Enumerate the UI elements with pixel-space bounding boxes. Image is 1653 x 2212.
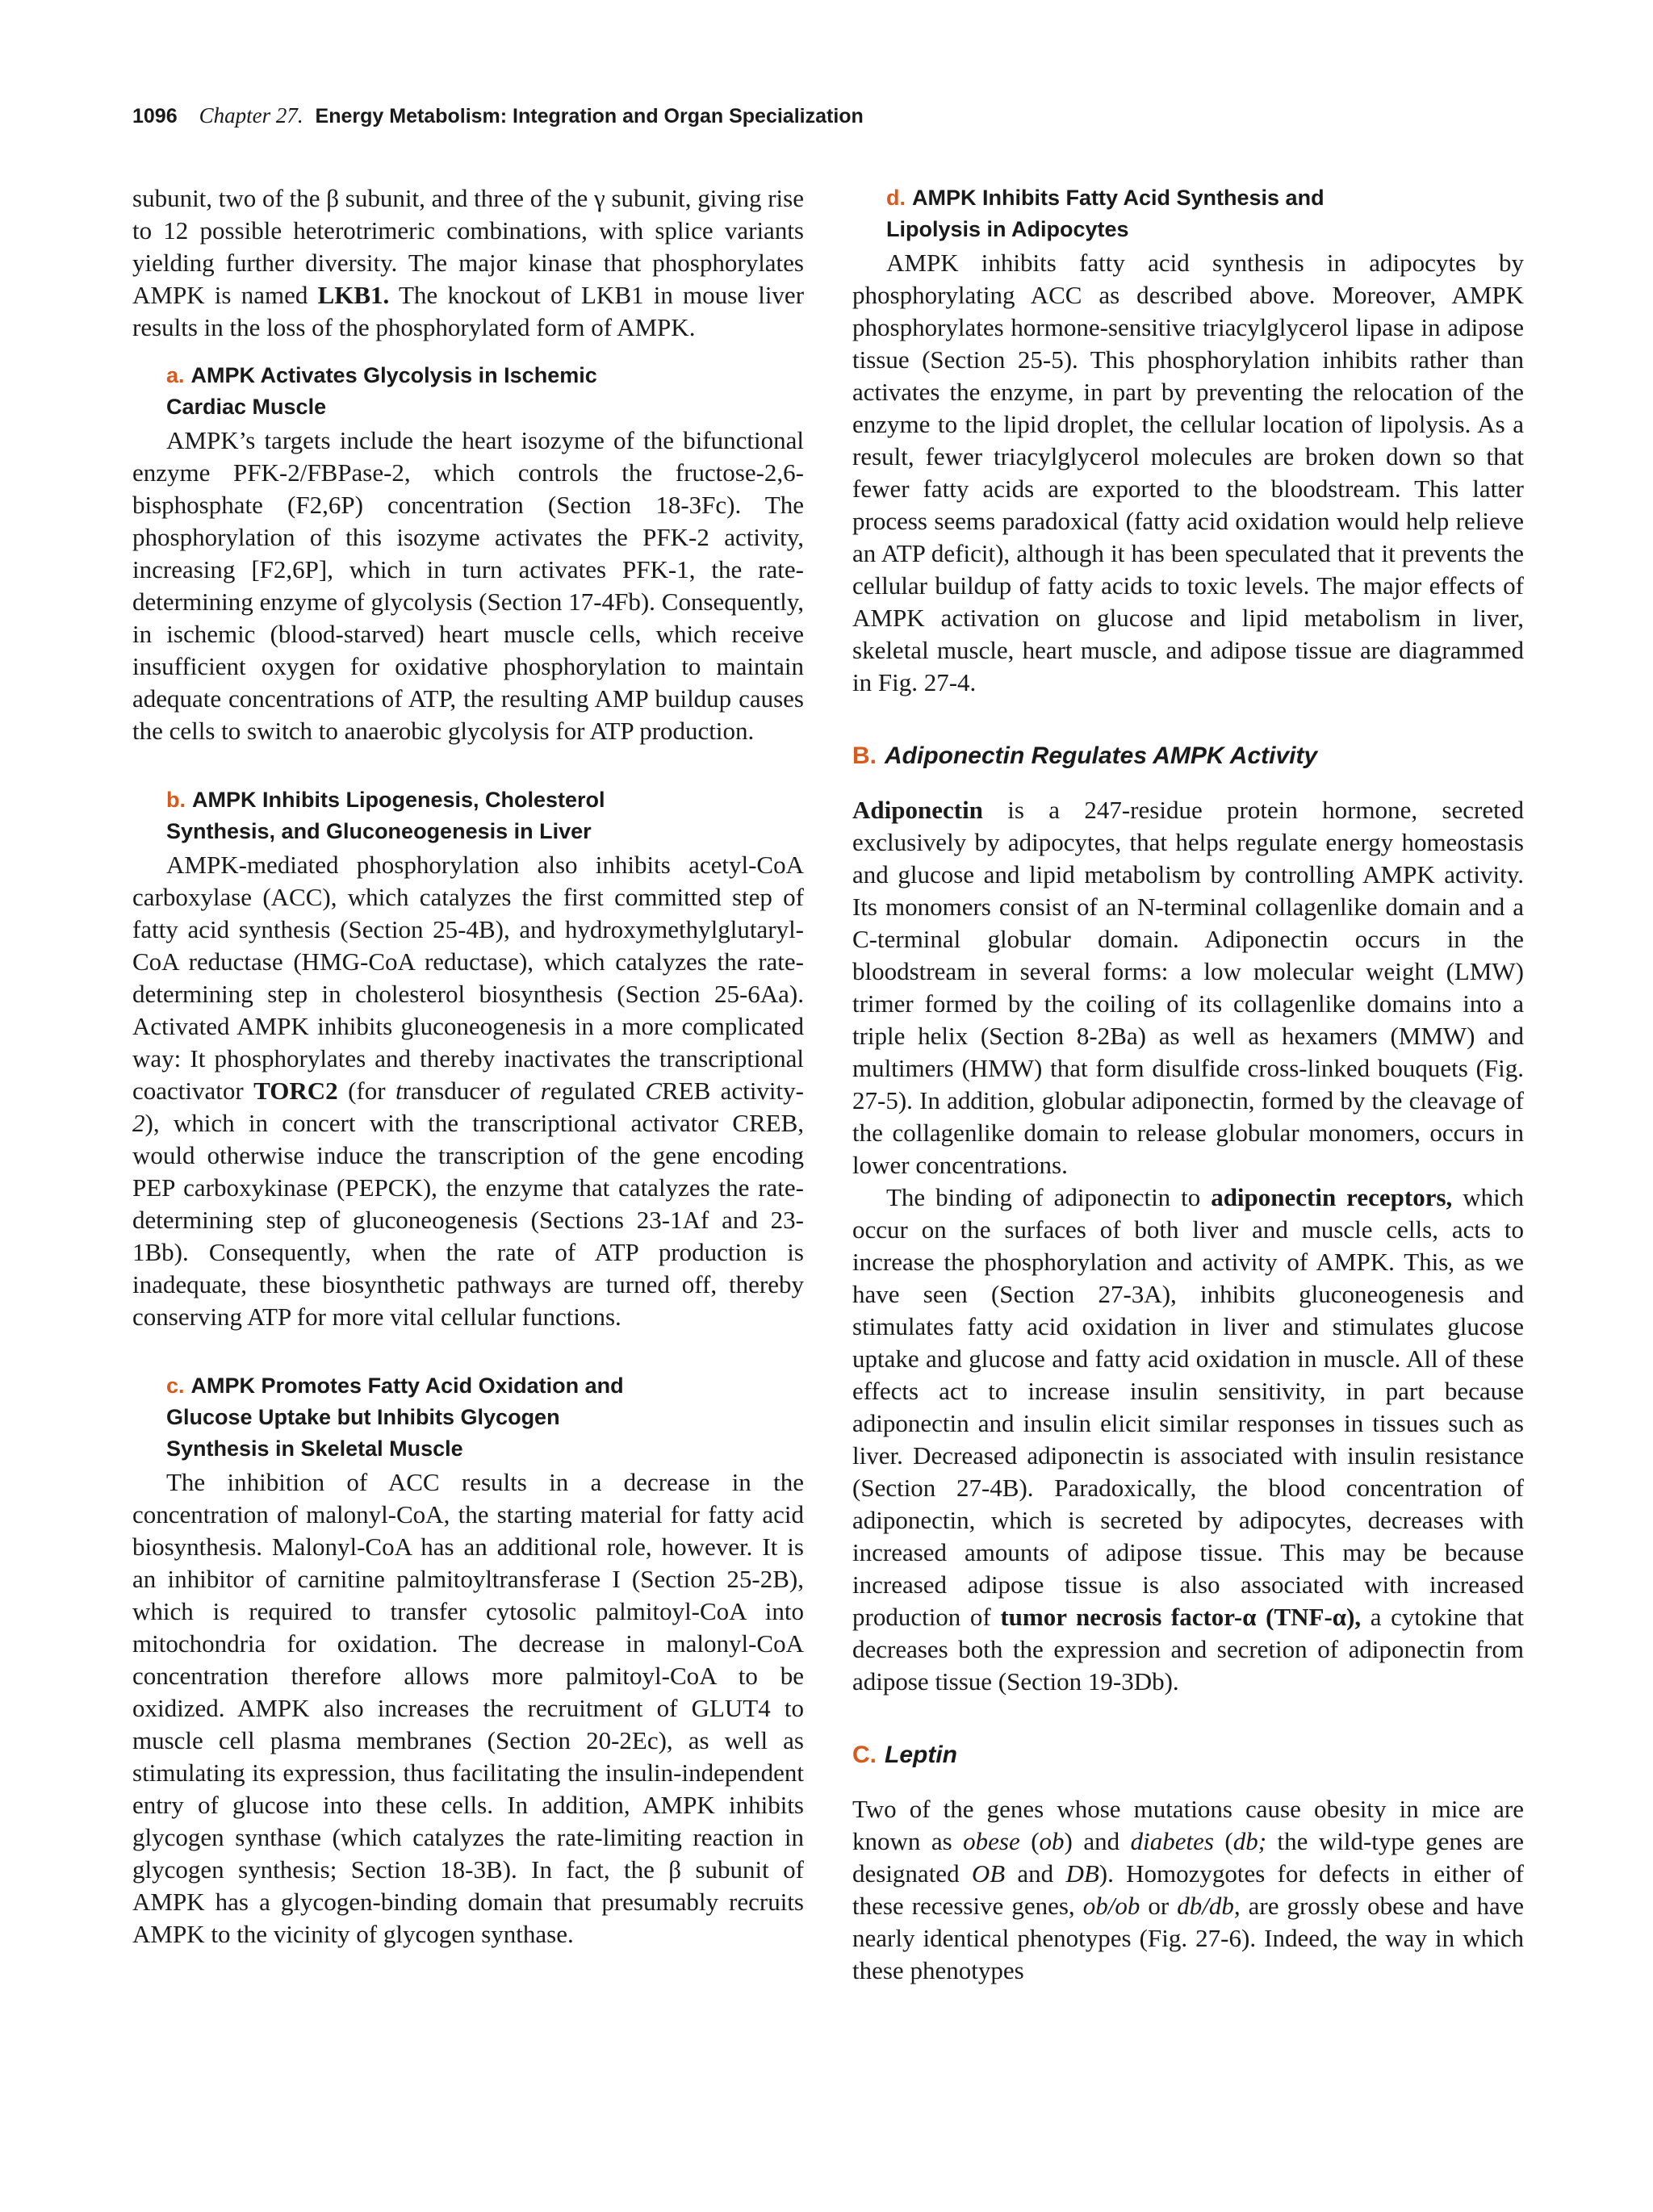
section-c-letter: C. bbox=[852, 1742, 877, 1768]
subsection-a-title-line-2: Cardiac Muscle bbox=[166, 395, 327, 419]
term-lkb1: LKB1. bbox=[317, 281, 390, 309]
page-number: 1096 bbox=[132, 105, 178, 128]
left-column bbox=[132, 182, 804, 1951]
subsection-d-title-line-1: AMPK Inhibits Fatty Acid Synthesis and bbox=[912, 186, 1324, 210]
subsection-b-letter: b. bbox=[166, 788, 186, 812]
section-c-heading bbox=[852, 1740, 1524, 1771]
chapter-title: Energy Metabolism: Integration and Organ Specialization bbox=[315, 105, 864, 128]
term-torc2: TORC2 bbox=[253, 1077, 338, 1105]
term-tnf-alpha: tumor necrosis factor-α (TNF-α), bbox=[1000, 1603, 1362, 1631]
subsection-b-title-line-1: AMPK Inhibits Lipogenesis, Cholesterol bbox=[192, 788, 605, 812]
continuation-paragraph bbox=[132, 182, 804, 344]
subsection-c-title-line-3: Synthesis in Skeletal Muscle bbox=[166, 1436, 463, 1461]
subsection-c-title-line-2: Glucose Uptake but Inhibits Glycogen bbox=[166, 1405, 560, 1429]
subsection-a-heading bbox=[166, 360, 804, 423]
subsection-d-letter: d. bbox=[886, 186, 906, 210]
term-adiponectin-receptors: adiponectin receptors, bbox=[1211, 1183, 1453, 1211]
subsection-b-paragraph: AMPK-mediated phosphorylation also inhibits acetyl-CoA carboxylase (ACC), which catalyzes the first committed step of fatty acid synthesis (Section 25-4B), and hydroxymethylglutaryl-CoA reductase (HMG-CoA reductase), which catalyzes the rate-determining step in cholesterol biosynthesis (Section 25-6Aa). Activated AMPK inhibits gluconeogenesis in a more complicated way: It phosphorylates and thereby inactivates the transcriptional coactivator TORC2 (for transducer of regulated CREB activity-2), which in concert with the transcriptional activator CREB, would otherwise induce the transcription of the gene encoding PEP carboxykinase (PEPCK), the enzyme that catalyzes the rate-determining step of gluconeogenesis (Sections 23-1Af and 23-1Bb). Consequently, when the rate of ATP production is inadequate, these biosynthetic pathways are turned off, thereby conserving ATP for more vital cellular functions. bbox=[132, 851, 804, 1331]
subsection-c-heading bbox=[166, 1370, 804, 1465]
section-b-paragraph-1: Adiponectin is a 247-residue protein hormone, secreted exclusively by adipocytes, that helps regulate energy homeostasis and glucose and lipid metabolism by controlling AMPK activity. Its monomers consist of an N-terminal collagenlike domain and a C-terminal globular domain. Adiponectin occurs in the bloodstream in several forms: a low molecular weight (LMW) trimer formed by the coiling of its collagenlike domains into a triple helix (Section 8-2Ba) as well as hexamers (MMW) and multimers (HMW) that form disulfide cross-linked bouquets (Fig. 27-5). In addition, globular adiponectin, formed by the cleavage of the collagenlike domain to release globular monomers, occurs in lower concentrations. bbox=[852, 796, 1524, 1179]
section-b-title: Adiponectin Regulates AMPK Activity bbox=[885, 742, 1318, 769]
section-c-paragraph-1: Two of the genes whose mutations cause obesity in mice are known as obese (ob) and diabetes (db; the wild-type genes are designated OB and DB). Homozygotes for defects in either of these recessive genes, ob/ob or db/db, are grossly obese and have nearly identical phenotypes (Fig. 27-6). Indeed, the way in which these phenotypes bbox=[852, 1795, 1524, 1984]
subsection-d-paragraph: AMPK inhibits fatty acid synthesis in adipocytes by phosphorylating ACC as described above. Moreover, AMPK phosphorylates hormone-sensitive triacylglycerol lipase in adipose tissue (Section 25-5). This phosphorylation inhibits rather than activates the enzyme, in part by preventing the relocation of the enzyme to the lipid droplet, the cellular location of lipolysis. As a result, fewer triacylglycerol molecules are broken down so that fewer fatty acids are exported to the bloodstream. This latter process seems paradoxical (fatty acid oxidation would help relieve an ATP deficit), although it has been speculated that it prevents the cellular buildup of fatty acids to toxic levels. The major effects of AMPK activation on glucose and lipid metabolism in liver, skeletal muscle, heart muscle, and adipose tissue are diagrammed in Fig. 27-4. bbox=[852, 249, 1524, 696]
chapter-label: Chapter 27. bbox=[199, 103, 303, 128]
subsection-d-title-line-2: Lipolysis in Adipocytes bbox=[886, 217, 1129, 241]
right-column bbox=[852, 182, 1524, 1987]
subsection-a-paragraph: AMPK’s targets include the heart isozyme of the bifunctional enzyme PFK-2/FBPase-2, which controls the fructose-2,6-bisphosphate (F2,6P) concentration (Section 18-3Fc). The phosphorylation of this isozyme activates the PFK-2 activity, increasing [F2,6P], which in turn activates PFK-1, the rate-determining enzyme of glycolysis (Section 17-4Fb). Consequently, in ischemic (blood-starved) heart muscle cells, which receive insufficient oxygen for oxidative phosphorylation to maintain adequate concentrations of ATP, the resulting AMP buildup causes the cells to switch to anaerobic glycolysis for ATP production. bbox=[132, 426, 804, 745]
subsection-b-heading bbox=[166, 784, 804, 847]
section-c-title: Leptin bbox=[885, 1742, 957, 1768]
subsection-a-letter: a. bbox=[166, 363, 185, 387]
subsection-c-paragraph: The inhibition of ACC results in a decrease in the concentration of malonyl-CoA, the starting material for fatty acid biosynthesis. Malonyl-CoA has an additional role, however. It is an inhibitor of carnitine palmitoyltransferase I (Section 25-2B), which is required to transfer cytosolic palmitoyl-CoA into mitochondria for oxidation. The decrease in malonyl-CoA concentration therefore allows more palmitoyl-CoA to be oxidized. AMPK also increases the recruitment of GLUT4 to muscle cell plasma membranes (Section 20-2Ec), as well as stimulating its expression, thus facilitating the insulin-independent entry of glucose into these cells. In addition, AMPK inhibits glycogen synthase (which catalyzes the rate-limiting reaction in glycogen synthesis; Section 18-3B). In fact, the β subunit of AMPK has a glycogen-binding domain that presumably recruits AMPK to the vicinity of glycogen synthase. bbox=[132, 1468, 804, 1948]
subsection-d-heading bbox=[886, 182, 1524, 245]
subsection-b-title-line-2: Synthesis, and Gluconeogenesis in Liver bbox=[166, 819, 592, 843]
subsection-c-letter: c. bbox=[166, 1374, 185, 1398]
subsection-c-title-line-1: AMPK Promotes Fatty Acid Oxidation and bbox=[190, 1374, 624, 1398]
page-header bbox=[132, 102, 864, 130]
continuation-text: subunit, two of the β subunit, and three of the γ subunit, giving rise to 12 possible heterotrimeric combinations, with splice variants yielding further diversity. The major kinase that phosphorylates AMPK is named LKB1. The knockout of LKB1 in mouse liver results in the loss of the phosphorylated form of AMPK. bbox=[132, 184, 805, 341]
section-b-heading bbox=[852, 741, 1524, 771]
subsection-a-title-line-1: AMPK Activates Glycolysis in Ischemic bbox=[190, 363, 597, 387]
term-adiponectin: Adiponectin bbox=[852, 796, 983, 824]
section-b-letter: B. bbox=[852, 742, 877, 769]
section-b-paragraph-2: The binding of adiponectin to adiponectin receptors, which occur on the surfaces of both liver and muscle cells, acts to increase the phosphorylation and activity of AMPK. This, as we have seen (Section 27-3A), inhibits gluconeogenesis and stimulates fatty acid oxidation in liver and stimulates glucose uptake and glucose and fatty acid oxidation in muscle. All of these effects act to increase insulin sensitivity, in part because adiponectin and insulin elicit similar responses in tissues such as liver. Decreased adiponectin is associated with insulin resistance (Section 27-4B). Paradoxically, the blood concentration of adiponectin, which is secreted by adipocytes, decreases with increased amounts of adipose tissue. This may be because increased adipose tissue is also associated with increased production of tumor necrosis factor-α (TNF-α), a cytokine that decreases both the expression and secretion of adiponectin from adipose tissue (Section 19-3Db). bbox=[852, 1183, 1524, 1696]
